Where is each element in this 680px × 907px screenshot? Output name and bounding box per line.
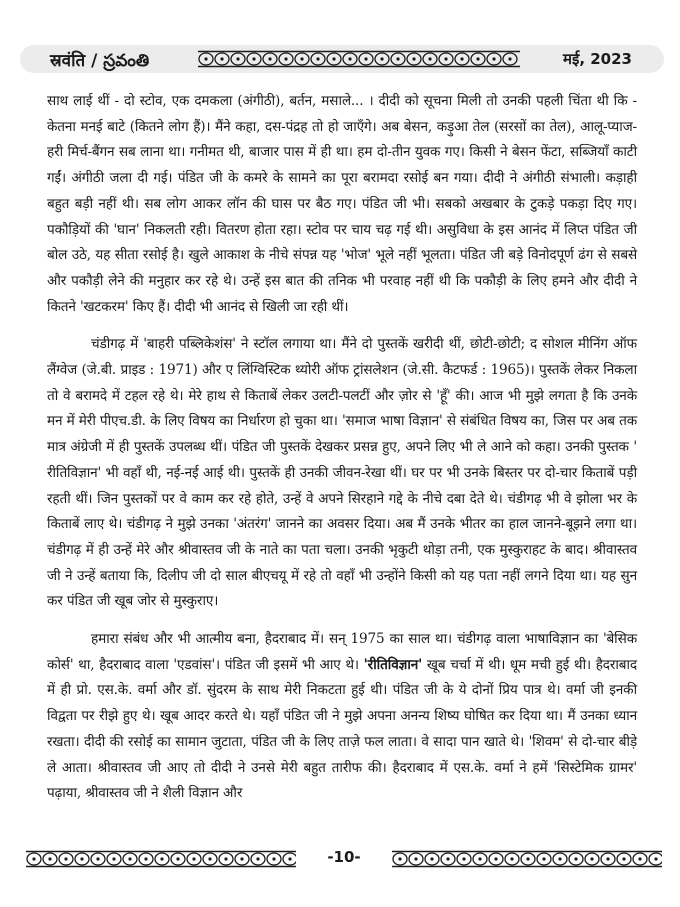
paragraph-3 [47, 627, 637, 807]
article-body [47, 89, 637, 807]
magazine-title [50, 48, 149, 75]
page-footer [26, 848, 662, 870]
paragraph-2: चंडीगढ़ में 'बाहरी पब्लिकेशंस' ने स्टॉल लगाया था। मैंने दो पुस्तकें खरीदी थीं, छोटी-छोटी; द सोशल मीनिंग ऑफ लैंग्वेज (जे.बी. प्राइड : 1971) और ए लिंग्विस्टिक थ्योरी ऑफ ट्रांसलेशन (जे.सी. कैटफर्ड : 1965)। पुस्तकें लेकर निकला तो वे बरामदे में टहल रहे थे। मेरे हाथ से किताबें लेकर उलटी-पलटीं और ज़ोर से 'हूँ' की। आज भी मुझे लगता है कि उनके मन में मेरी पीएच.डी. के लिए विषय का निर्धारण हो चुका था। 'समाज भाषा विज्ञान' से संबंधित विषय का, जिस पर अब तक मात्र अंग्रेजी में ही पुस्तकें उपलब्ध थीं। पंडित जी पुस्तकें देखकर प्रसन्न हुए, अपने लिए भी ले आने को कहा। उनकी पुस्तक ' रीतिविज्ञान' भी वहाँ थी, नई-नई आई थी। पुस्तकें ही उनकी जीवन-रेखा थीं। घर पर भी उनके बिस्तर पर दो-चार किताबें पड़ी रहती थीं। जिन पुस्तकों पर वे काम कर रहे होते, उन्हें वे अपने सिरहाने गद्दे के नीचे दबा देते थे। चंडीगढ़ भी वे झोला भर के किताबें लाए थे। चंडीगढ़ ने मुझे उनका 'अंतरंग' जानने का अवसर दिया। अब मैं उनके भीतर का हाल जानने-बूझने लगा था। चंडीगढ़ में ही उन्हें मेरे और श्रीवास्तव जी के नाते का पता चला। उनकी भृकुटी थोड़ा तनी, एक मुस्कुराहट के बाद। श्रीवास्तव जी ने उन्हें बताया कि, दिलीप जी दो साल बीएचयू में रहे तो वहाँ भी उन्होंने किसी को यह पता नहीं लगने दिया था। यह सुन कर पंडित जी खूब जोर से मुस्कुराए। [47, 336, 637, 610]
footer-ornament-right [392, 850, 662, 868]
issue-date: मई, 2023 [562, 50, 632, 68]
header-ornament-band [198, 50, 520, 68]
paragraph-3-part-2: खूब चर्चा में थी। धूम मची हुई थी। हैदराबाद में ही प्रो. एस.के. वर्मा और डॉ. सुंदरम के साथ मेरी निकटता हुई थी। पंडित जी के ये दोनों प्रिय पात्र थे। वर्मा जी इनकी विद्वता पर रीझे हुए थे। खूब आदर करते थे। यहाँ पंडित जी ने मुझे अपना अनन्य शिष्य घोषित कर दिया था। मैं उनका ध्यान रखता। दीदी की रसोई का सामान जुटाता, पंडित जी के लिए ताज़े फल लाता। वे सादा पान खाते थे। 'शिवम' से दो-चार बीड़े ले आता। श्रीवास्तव जी आए तो दीदी ने उनसे मेरी बहुत तारीफ की। हैदराबाद में एस.के. वर्मा ने हमें 'सिस्टेमिक ग्रामर' पढ़ाया, श्रीवास्तव जी ने शैली विज्ञान और [47, 656, 637, 802]
page-number: -10- [327, 848, 361, 866]
title-separator: / [85, 51, 104, 71]
paragraph-1: साथ लाई थीं - दो स्टोव, एक दमकला (अंगीठी), बर्तन, मसाले... । दीदी को सूचना मिली तो उनकी पहली चिंता थी कि - केतना मनई बाटे (कितने लोग हैं)। मैंने कहा, दस-पंद्रह तो हो जाएँगे। अब बेसन, कड़ुआ तेल (सरसों का तेल), आलू-प्याज-हरी मिर्च-बैंगन सब लाना था। गनीमत थी, बाजार पास में ही था। हम दो-तीन युवक गए। किसी ने बेसन फेंटा, सब्जियाँ काटी गईं। अंगीठी जला दी गई। पंडित जी के कमरे के सामने का पूरा बरामदा रसोई बन गया। दीदी ने अंगीठी संभाली। कड़ाही बहुत बड़ी नहीं थी। सब लोग आकर लॉन की घास पर बैठ गए। पंडित जी भी। सबको अखबार के टुकड़े पकड़ा दिए गए। पकौड़ियों की 'घान' निकलती रही। वितरण होता रहा। स्टोव पर चाय चढ़ गई थी। असुविधा के इस आनंद में लिप्त पंडित जी बोल उठे, यह सीता रसोई है। खुले आकाश के नीचे संपन्न यह 'भोज' भूले नहीं भूलता। पंडित जी बड़े विनोदपूर्ण ढंग से सबसे और पकौड़ी लेने की मनुहार कर रहे थे। उन्हें इस बात की तनिक भी परवाह नहीं थी कि पकौड़ी के लिए हमने और दीदी ने कितने 'खटकरम' किए हैं। दीदी भी आनंद से खिली जा रही थीं। [47, 93, 637, 315]
footer-ornament-left [26, 850, 296, 868]
running-header [20, 45, 664, 73]
magazine-title-telugu: స్రవంతి [103, 51, 150, 71]
magazine-title-hindi: स्रवंति [50, 51, 86, 71]
paragraph-3-part-1: हमारा संबंध और भी आत्मीय बना, हैदराबाद में। सन् 1975 का साल था। चंडीगढ़ वाला भाषाविज्ञान का 'बेसिक कोर्स' था, हैदराबाद वाला 'एडवांस'। पंडित जी इसमें भी आए थे। [47, 631, 637, 673]
book-title-emphasis: 'रीतिविज्ञान' [363, 656, 423, 673]
